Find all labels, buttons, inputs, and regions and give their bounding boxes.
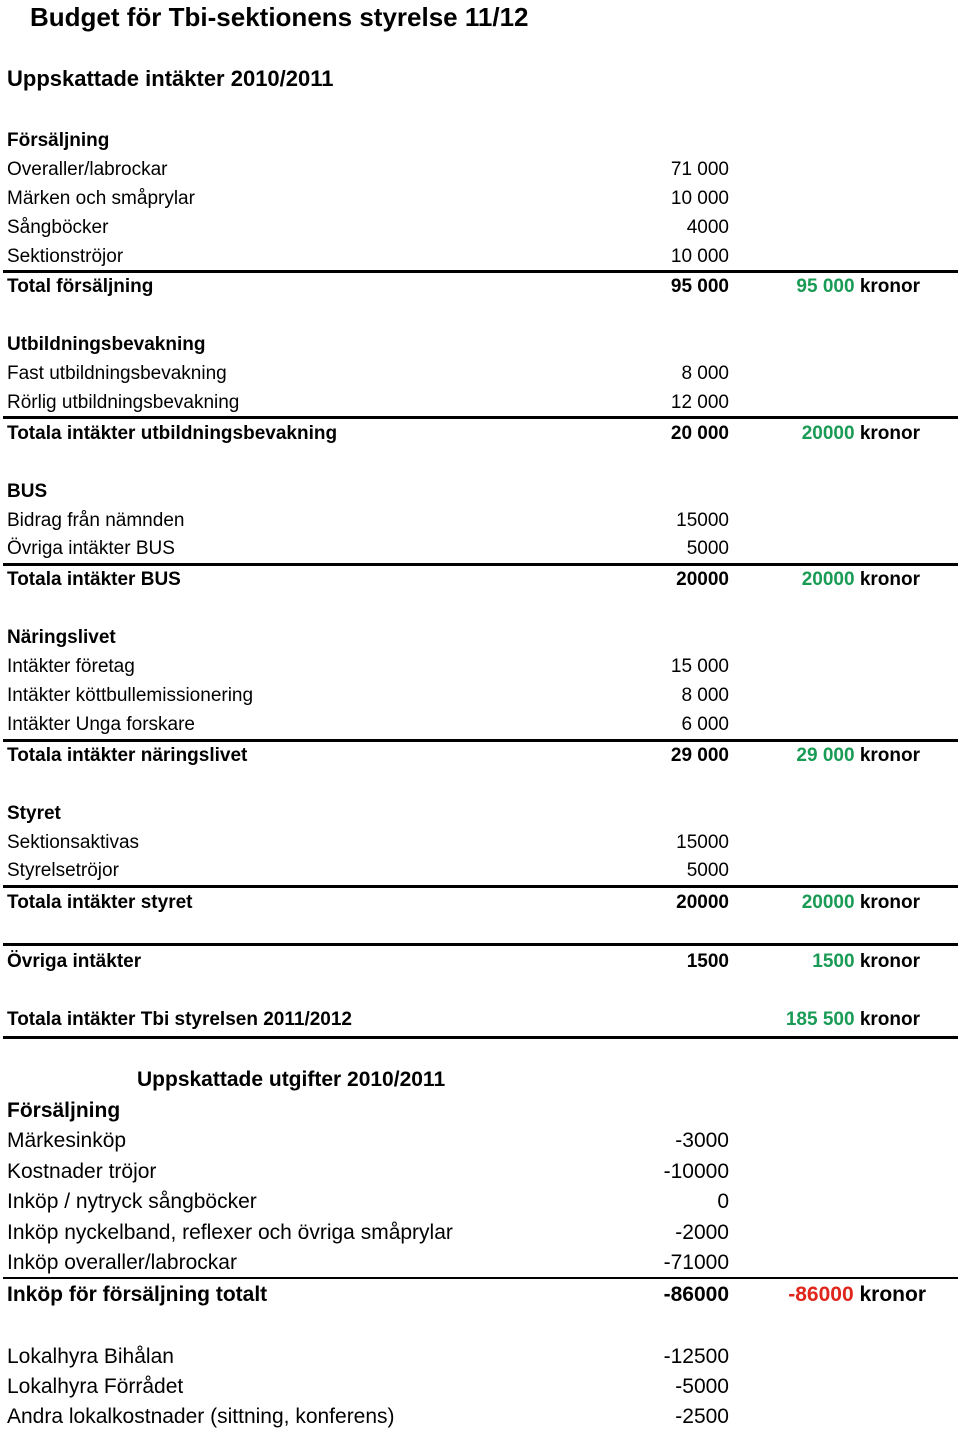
- unit-label: kronor: [859, 569, 920, 590]
- divider: [3, 885, 958, 888]
- unit-label: kronor: [859, 423, 920, 444]
- divider: [3, 416, 958, 419]
- divider: [3, 1036, 958, 1039]
- unit-label: kronor: [859, 1283, 926, 1306]
- page-title: Budget för Tbi-sektionens styrelse 11/12: [30, 2, 529, 32]
- income-heading: Uppskattade intäkter 2010/2011: [7, 66, 334, 91]
- unit-label: kronor: [859, 892, 920, 913]
- total-value: 20000: [801, 569, 855, 590]
- expense-total-value: -86000: [788, 1283, 854, 1306]
- unit-label: kronor: [859, 951, 920, 972]
- grand-total-value: 185 500: [785, 1009, 855, 1030]
- total-value: 20000: [801, 423, 855, 444]
- divider: [3, 943, 958, 946]
- unit-label: kronor: [859, 1009, 920, 1030]
- unit-label: kronor: [859, 745, 920, 766]
- divider: [3, 1277, 958, 1279]
- total-value: 95 000: [796, 276, 855, 297]
- unit-label: kronor: [859, 276, 920, 297]
- total-value: 20000: [801, 892, 855, 913]
- total-value: 29 000: [796, 745, 855, 766]
- total-value: 1500: [812, 951, 855, 972]
